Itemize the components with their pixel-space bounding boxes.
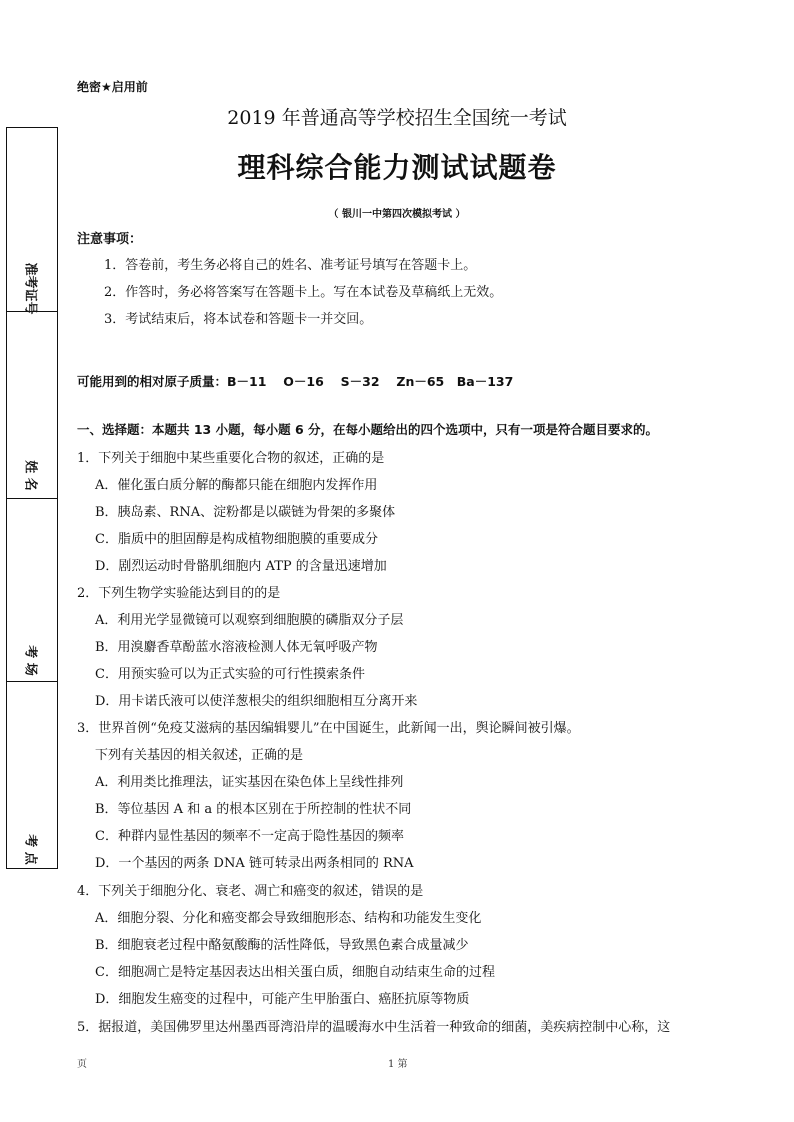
question-stem-continued: 下列有关基因的相关叙述，正确的是 [95, 748, 304, 763]
question-stem: 5．据报道，美国佛罗里达州墨西哥湾沿岸的温暖海水中生活着一种致命的细菌，美疾病控制中心称，这 [77, 1020, 671, 1035]
question-option: D．用卡诺氏液可以使洋葱根尖的组织细胞相互分离开来 [95, 694, 418, 709]
question-option: B．细胞衰老过程中酪氨酸酶的活性降低，导致黑色素合成量减少 [95, 938, 469, 953]
question-option: B．胰岛素、RNA、淀粉都是以碳链为骨架的多聚体 [95, 505, 396, 520]
question-option: C．细胞凋亡是特定基因表达出相关蛋白质，细胞自动结束生命的过程 [95, 965, 495, 980]
question-stem: 4．下列关于细胞分化、衰老、凋亡和癌变的叙述，错误的是 [77, 884, 424, 899]
section-heading: 一、选择题：本题共 13 小题，每小题 6 分，在每小题给出的四个选项中，只有一项是符合题目要求的。 [77, 422, 659, 437]
exam-title: 2019 年普通高等学校招生全国统一考试 [227, 107, 567, 129]
strip-label-exam-number: 准考证号 [22, 262, 38, 315]
question-option: B．等位基因 A 和 a 的根本区别在于所控制的性状不同 [95, 802, 412, 817]
question-option: D．一个基因的两条 DNA 链可转录出两条相同的 RNA [95, 856, 414, 871]
question-option: C．种群内显性基因的频率不一定高于隐性基因的频率 [95, 829, 404, 844]
strip-label-site: 考 点 [22, 834, 38, 865]
footer-page-number: 1 第 [388, 1059, 408, 1070]
footer-page-label: 页 [77, 1059, 87, 1070]
notice-item: 3．考试结束后，将本试卷和答题卡一并交回。 [104, 312, 373, 327]
exam-subtitle: （ 银川一中第四次模拟考试 ） [328, 209, 466, 220]
notice-item: 2．作答时，务必将答案写在答题卡上。写在本试卷及草稿纸上无效。 [104, 285, 503, 300]
atomic-masses: 可能用到的相对原子质量：B－11 O－16 S－32 Zn－65 Ba－137 [77, 374, 514, 389]
question-option: C．脂质中的胆固醇是构成植物细胞膜的重要成分 [95, 532, 378, 547]
question-stem: 1．下列关于细胞中某些重要化合物的叙述，正确的是 [77, 451, 385, 466]
question-option: A．利用类比推理法，证实基因在染色体上呈线性排列 [95, 775, 404, 790]
binding-strip [6, 127, 58, 869]
question-stem: 3．世界首例“免疫艾滋病的基因编辑婴儿”在中国诞生，此新闻一出，舆论瞬间被引爆。 [77, 721, 580, 736]
paper-title: 理科综合能力测试试题卷 [237, 151, 557, 184]
question-option: D．细胞发生癌变的过程中，可能产生甲胎蛋白、癌胚抗原等物质 [95, 992, 470, 1007]
notice-heading: 注意事项： [77, 232, 143, 247]
question-option: A．利用光学显微镜可以观察到细胞膜的磷脂双分子层 [95, 613, 404, 628]
question-option: D．剧烈运动时骨骼肌细胞内 ATP 的含量迅速增加 [95, 559, 387, 574]
question-stem: 2．下列生物学实验能达到目的的是 [77, 586, 281, 601]
question-option: A．催化蛋白质分解的酶都只能在细胞内发挥作用 [95, 478, 378, 493]
question-option: C．用预实验可以为正式实验的可行性摸索条件 [95, 667, 365, 682]
strip-label-name: 姓 名 [22, 460, 38, 491]
question-option: A．细胞分裂、分化和癌变都会导致细胞形态、结构和功能发生变化 [95, 911, 482, 926]
secret-mark: 绝密★启用前 [77, 80, 148, 94]
strip-label-room: 考 场 [22, 645, 38, 676]
question-option: B．用溴麝香草酚蓝水溶液检测人体无氧呼吸产物 [95, 640, 378, 655]
notice-item: 1．答卷前，考生务必将自己的姓名、准考证号填写在答题卡上。 [104, 258, 477, 273]
